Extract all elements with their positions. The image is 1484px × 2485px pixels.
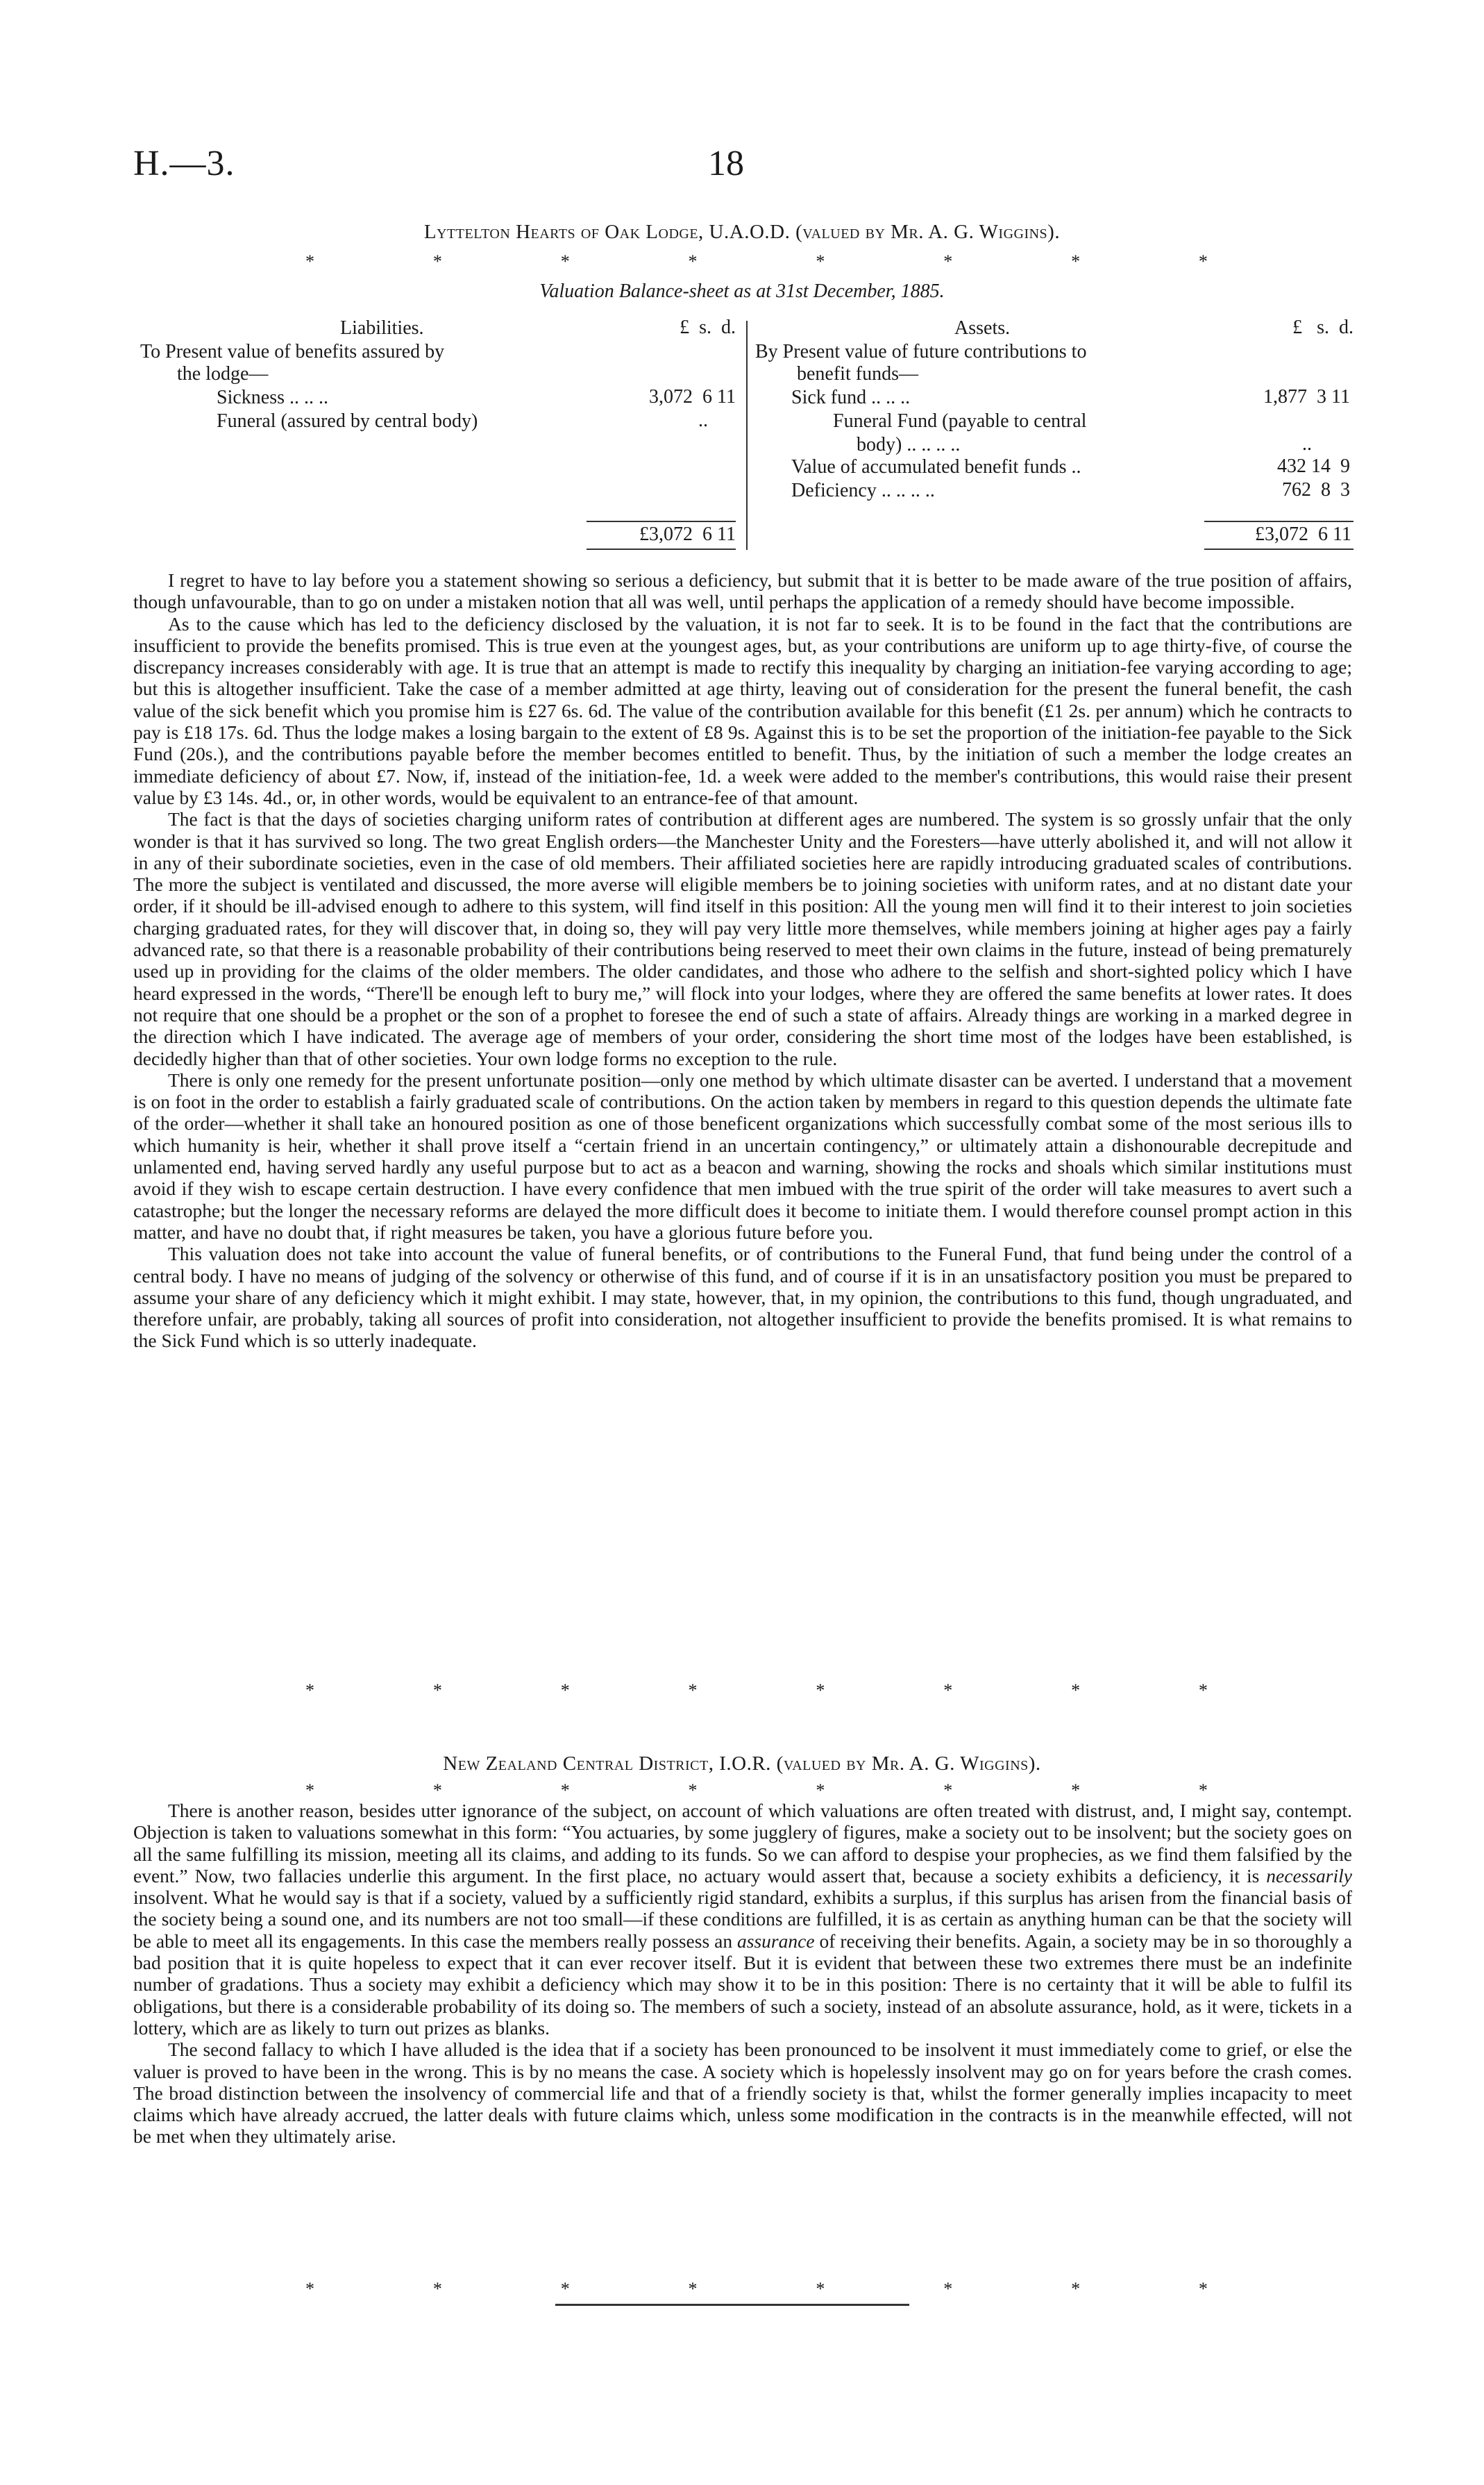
end-rule bbox=[555, 2304, 909, 2306]
sick-fund-value: 1,877 3 11 bbox=[1263, 386, 1350, 408]
assets-line1: By Present value of future contributions to bbox=[755, 341, 1087, 362]
text-run: insolvent. What he would say is that if a society, valued by a sufficiently rigid standard, exhibits a surplus, if this surplus has arisen from the financial basis of the society being a sound one, and its numbers are not too small—if these conditions are fulfilled, it is as certain as anything human can be that the society will be able to meet all its engagements. In this case the members really possess an bbox=[133, 1886, 1352, 1952]
accumulated-funds-label: Value of accumulated benefit funds .. bbox=[791, 456, 1081, 478]
section1-stars-bottom bbox=[305, 1680, 1208, 1701]
section1-paragraph: As to the cause which has led to the deficiency disclosed by the valuation, it is not far to seek. It is to be found in the fact that the contributions are insufficient to provide the benefits promised. This is true even at the youngest ages, but, as your contributions are uniform up to age thirty-five, of course the discrepancy increases considerably with age. It is true that an attempt is made to rectify this inequality by charging an initiation-fee varying according to age; but this is altogether insufficient. Take the case of a member admitted at age thirty, leaving out of consideration for the present the funeral benefit, the cash value of the sick benefit which you promise him is £27 6s. 6d. The value of the contribution available for this benefit (£1 2s. per annum) which he contracts to pay is £18 17s. 6d. Thus the lodge makes a losing bargain to the extent of £8 9s. Against this is to be set the proportion of the initiation-fee payable to the Sick Fund (20s.), and the contributions payable before the member becomes entitled to benefit. Thus, by the initiation of such a member the lodge creates an immediate deficiency of about £7. Now, if, instead of the initiation-fee, 1d. a week were added to the member's contributions, this would raise their present value by £3 14s. 4d., or, in other words, would be equivalent to an entrance-fee of that amount. bbox=[133, 612, 1352, 808]
section1-paragraph: I regret to have to lay before you a statement showing so serious a deficiency, but submit that it is better to be made aware of the true position of affairs, though unfavourable, than to go on under a mistaken notion that all was well, until perhaps the application of a remedy should have become impossible. bbox=[133, 569, 1352, 613]
section2-title: New Zealand Central District, I.O.R. (valued by Mr. A. G. Wiggins). bbox=[443, 1752, 1041, 1775]
section2-stars-top bbox=[305, 1780, 1208, 1801]
page-number: 18 bbox=[708, 144, 744, 183]
star: * bbox=[1198, 2279, 1208, 2299]
balance-sheet-divider bbox=[746, 321, 748, 550]
section2-paragraph-1 bbox=[133, 1800, 1352, 2039]
funeral-fund-label-1: Funeral Fund (payable to central bbox=[833, 410, 1087, 432]
star: * bbox=[1071, 251, 1081, 271]
assets-total-rule-bottom bbox=[1204, 549, 1354, 550]
star: * bbox=[943, 2279, 953, 2299]
star: * bbox=[1198, 1680, 1208, 1700]
star: * bbox=[688, 1780, 698, 1800]
section1-title: Lyttelton Hearts of Oak Lodge, U.A.O.D. (valued by Mr. A. G. Wiggins). bbox=[423, 221, 1061, 243]
star: * bbox=[432, 2279, 442, 2299]
assets-money-heading: £ s. d. bbox=[1292, 317, 1354, 338]
star: * bbox=[560, 2279, 570, 2299]
assets-total-rule-top bbox=[1204, 521, 1354, 522]
emphasis: necessarily bbox=[1266, 1864, 1352, 1886]
star: * bbox=[816, 1680, 825, 1700]
star: * bbox=[305, 2279, 314, 2299]
sickness-value: 3,072 6 11 bbox=[649, 386, 736, 408]
star: * bbox=[816, 1780, 825, 1800]
section1-stars-top bbox=[305, 251, 1208, 272]
star: * bbox=[816, 2279, 825, 2299]
funeral-value: .. bbox=[698, 410, 708, 431]
funeral-fund-label-2: body) .. .. .. .. bbox=[857, 434, 961, 455]
section2-body bbox=[133, 1800, 1352, 2148]
star: * bbox=[305, 251, 314, 271]
liabilities-total-rule-bottom bbox=[587, 549, 736, 550]
liabilities-total-rule-top bbox=[587, 521, 736, 522]
star: * bbox=[816, 251, 825, 271]
star: * bbox=[688, 251, 698, 271]
document-reference: H.—3. bbox=[133, 144, 235, 183]
section1-body bbox=[133, 569, 1352, 1352]
assets-line2: benefit funds— bbox=[797, 363, 918, 385]
liabilities-heading: Liabilities. bbox=[340, 317, 424, 339]
assets-total: £3,072 6 11 bbox=[1255, 524, 1351, 545]
balance-sheet-subtitle: Valuation Balance-sheet as at 31st December, 1885. bbox=[539, 281, 945, 302]
star: * bbox=[688, 2279, 698, 2299]
star: * bbox=[688, 1680, 698, 1700]
liabilities-line1: To Present value of benefits assured by bbox=[140, 341, 445, 362]
star: * bbox=[1071, 1780, 1081, 1800]
emphasis: assurance bbox=[737, 1930, 815, 1952]
liabilities-money-heading: £ s. d. bbox=[680, 317, 736, 338]
liabilities-line2: the lodge— bbox=[177, 363, 269, 385]
section1-paragraph: This valuation does not take into account the value of funeral benefits, or of contributions to the Funeral Fund, that fund being under the control of a central body. I have no means of judging of the solvency or otherwise of this fund, and of course if it is in an unsatisfactory position you must be prepared to assume your share of any deficiency which it might exhibit. I may state, however, that, in my opinion, the contributions to this fund, though ungraduated, and therefore unfair, are probably, taking all sources of profit into consideration, not altogether insufficient to provide the benefits promised. It is what remains to the Sick Fund which is so utterly inadequate. bbox=[133, 1243, 1352, 1352]
deficiency-value: 762 8 3 bbox=[1282, 479, 1350, 501]
star: * bbox=[1198, 1780, 1208, 1800]
star: * bbox=[1071, 1680, 1081, 1700]
deficiency-label: Deficiency .. .. .. .. bbox=[791, 480, 935, 501]
star: * bbox=[305, 1780, 314, 1800]
sickness-label: Sickness .. .. .. bbox=[217, 387, 328, 408]
star: * bbox=[560, 251, 570, 271]
liabilities-total: £3,072 6 11 bbox=[639, 524, 736, 545]
text-run: There is another reason, besides utter ignorance of the subject, on account of which valuations are often treated with distrust, and, I might say, contempt. Objection is taken to valuations somewhat in this form: “You actuaries, by some jugglery of figures, make a society out to be insolvent; but the society goes on all the same fulfilling its mission, meeting all its claims, and adding to its funds. So we can afford to despise your prophecies, as we find them falsified by the event.” Now, two fallacies underlie this argument. In the first place, no actuary would assert that, because a society exhibits a deficiency, it is bbox=[133, 1800, 1352, 1886]
star: * bbox=[943, 251, 953, 271]
star: * bbox=[560, 1780, 570, 1800]
star: * bbox=[943, 1780, 953, 1800]
star: * bbox=[1071, 2279, 1081, 2299]
star: * bbox=[943, 1680, 953, 1700]
section1-paragraph: The fact is that the days of societies charging uniform rates of contribution at different ages are numbered. The system is so grossly unfair that the only wonder is that it has survived so long. The two great English orders—the Manchester Unity and the Foresters—have utterly abolished it, and will not allow it in any of their subordinate societies, even in the case of old members. Their affiliated societies here are rapidly introducing graduated scales of contributions. The more the subject is ventilated and discussed, the more averse will eligible members be to joining societies with uniform rates, and at no distant date your order, if it should be ill-advised enough to adhere to this system, will find itself in this position: All the young men will find it to their interest to join societies charging graduated rates, for they will discover that, in doing so, they will pay very little more themselves, while members joining at higher ages pay a fairly advanced rate, so that there is a reasonable probability of their contributions being reserved to meet their own claims in the future, instead of being prematurely used up in providing for the claims of the older members. The older candidates, and those who adhere to the selfish and short-sighted policy which I have heard expressed in the words, “There'll be enough left to bury me,” will flock into your lodges, where they are offered the same benefits at lower rates. It does not require that one should be a prophet or the son of a prophet to foresee the end of such a state of affairs. Already things are working in a marked degree in the direction which I have indicated. The average age of members of your order, considering the short time most of the lodges have been established, is decidedly higher than that of other societies. Your own lodge forms no exception to the rule. bbox=[133, 808, 1352, 1069]
sick-fund-label: Sick fund .. .. .. bbox=[791, 387, 911, 408]
section1-paragraph: There is only one remedy for the present unfortunate position—only one method by which ultimate disaster can be averted. I understand that a movement is on foot in the order to establish a fairly graduated scale of contributions. On the action taken by members in regard to this question depends the ultimate fate of the order—whether it shall take an honoured position as one of those beneficent organizations which successfully combat some of the most serious ills to which humanity is heir, whether it shall prove itself a “certain friend in an uncertain contingency,” or ultimately attain a dishonourable decrepitude and unlamented end, having served hardly any useful purpose but to act as a beacon and warning, showing the rocks and shoals which similar institutions must avoid if they wish to escape certain destruction. I have every confidence that men imbued with the true spirit of the order will take measures to avert such a catastrophe; but the longer the necessary reforms are delayed the more difficult does it become to initiate them. I would therefore counsel prompt action in this matter, and have no doubt that, if right measures be taken, you have a glorious future before you. bbox=[133, 1069, 1352, 1243]
star: * bbox=[432, 1780, 442, 1800]
star: * bbox=[1198, 251, 1208, 271]
star: * bbox=[305, 1680, 314, 1700]
text-run: of receiving their benefits. Again, a society may be in so thoroughly a bad position that it is quite hopeless to expect that it can ever recover itself. But it is evident that between these two extremes there must be an indefinite number of gradations. Thus a society may exhibit a deficiency which may show it to be in this position: There is no certainty that it will be able to fulfil its obligations, but there is a considerable probability of its doing so. The members of such a society, instead of an absolute assurance, hold, as it were, tickets in a lottery, which are as likely to turn out prizes as blanks. bbox=[133, 1930, 1352, 2039]
section2-paragraph-2: The second fallacy to which I have alluded is the idea that if a society has been pronounced to be insolvent it must immediately come to grief, or else the valuer is proved to have been in the wrong. This is by no means the case. A society which is hopelessly insolvent may go on for years before the crash comes. The broad distinction between the insolvency of commercial life and that of a friendly society is that, whilst the former generally implies incapacity to meet claims which have already accrued, the latter deals with future claims which, unless some modification in the contracts is in the meanwhile effected, will not be met when they ultimately arise. bbox=[133, 2039, 1352, 2148]
accumulated-funds-value: 432 14 9 bbox=[1277, 455, 1350, 477]
assets-heading: Assets. bbox=[954, 317, 1011, 339]
section2-stars-bottom bbox=[305, 2279, 1208, 2300]
funeral-fund-value: .. bbox=[1302, 433, 1312, 455]
funeral-label: Funeral (assured by central body) bbox=[217, 410, 478, 432]
star: * bbox=[560, 1680, 570, 1700]
star: * bbox=[432, 1680, 442, 1700]
star: * bbox=[432, 251, 442, 271]
